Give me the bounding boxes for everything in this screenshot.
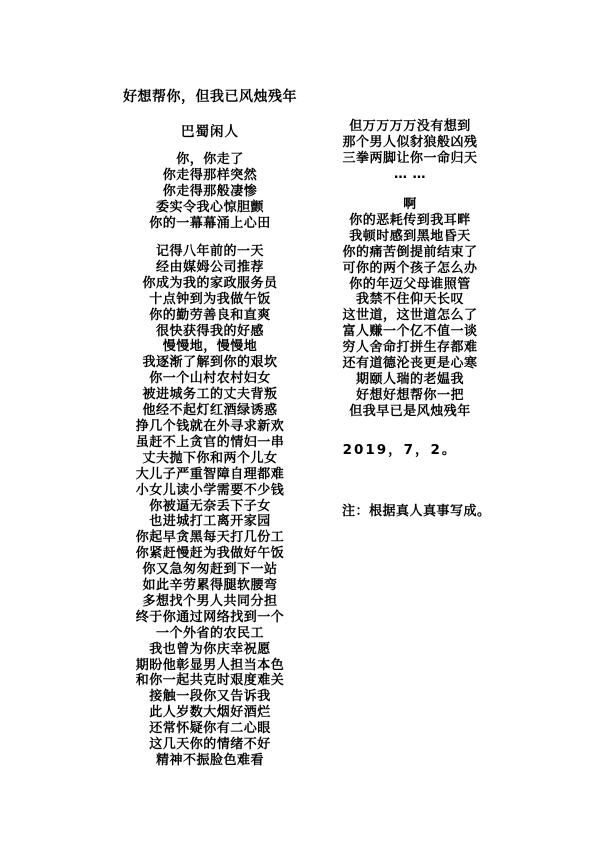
poem-line: 很快获得我的好感 (155, 323, 264, 339)
poem-line: 他经不起灯红酒绿诱惑 (142, 403, 278, 419)
poem-line: 此人岁数大烟好酒烂 (149, 705, 271, 721)
poem-line: 穷人舍命打拼生存都难 (342, 340, 478, 356)
poem-line: 你的一幕幕涌上心田 (149, 215, 271, 231)
poem-line: 慢慢地，慢慢地 (162, 339, 258, 355)
poem-line: 接触一段你又告诉我 (149, 689, 271, 705)
poem-line: 精神不振脸色难看 (155, 753, 264, 768)
poem-line: 我逐渐了解到你的艰坎 (142, 355, 278, 371)
poem-line: 我顿时感到黑地昏天 (349, 228, 471, 244)
right-column-stanza-4 (300, 197, 520, 420)
poem-line: 啊 (403, 197, 417, 212)
poem-line: 你被逼无奈丢下子女 (149, 498, 271, 514)
poem-line: 多想找个男人共同分担 (142, 593, 278, 609)
poem-line: 你起早贪黑每天打几份工 (135, 530, 285, 546)
poem-title: 好想帮你，但我已风烛残年 (123, 89, 297, 105)
poem-line: 大儿子严重智障自理都难 (135, 466, 285, 482)
poem-line: 你紧赶慢赶为我做好午饭 (135, 546, 285, 562)
poem-line: 和你一起共克时艰度难关 (135, 673, 285, 689)
poem-line: 还常怀疑你有二心眼 (149, 721, 271, 737)
poem-line: 丈夫抛下你和两个儿女 (142, 450, 278, 466)
poem-note: 注：根据真人真事写成。 (342, 504, 491, 519)
poem-line: 我禁不住仰天长叹 (355, 292, 464, 308)
poem-line: 终于你通过网络找到一个 (135, 609, 285, 625)
poem-line: 这世道，这世道怎么了 (342, 308, 478, 324)
poem-line: 还有道德沦丧更是心寒 (342, 356, 478, 372)
poem-line: 但万万万万没有想到 (349, 119, 471, 134)
poem-line: 你走得那样突然 (162, 167, 258, 183)
poem-line: 好想好想帮你一把 (355, 387, 464, 403)
poem-line: 你的恶耗传到我耳畔 (349, 212, 471, 228)
poem-line: 可你的两个孩子怎么办 (342, 260, 478, 276)
poem-line: 挣几个钱就在外寻求新欢 (135, 418, 285, 434)
poem-line: 你，你走了 (176, 152, 244, 167)
poem-line: 那个男人似豺狼般凶残 (342, 134, 478, 150)
poem-line: 你一个山村农村妇女 (149, 371, 271, 387)
poem-line: 这几天你的情绪不好 (149, 737, 271, 753)
poem-line: 你的勤劳善良和直爽 (149, 307, 271, 323)
poem-line: 一个外省的农民工 (155, 625, 264, 641)
poem-line: 被进城务工的丈夫背叛 (142, 387, 278, 403)
poem-line: 记得八年前的一天 (155, 244, 264, 259)
poem-line: 你成为我的家政服务员 (142, 275, 278, 291)
poem-line: 也进城打工离开家园 (149, 514, 271, 530)
poem-line: … … (393, 166, 427, 182)
poem-line: 三拳两脚让你一命归天 (342, 150, 478, 166)
poem-author: 巴蜀闲人 (181, 124, 239, 140)
poem-line: 小女儿读小学需要不少钱 (135, 482, 285, 498)
poem-line: 期颐人瑞的老媪我 (355, 371, 464, 387)
poem-line: 你又急匆匆赶到下一站 (142, 562, 278, 578)
poem-line: 如此辛劳累得腿软腰弯 (142, 578, 278, 594)
poem-date: 2019，7，2。 (342, 442, 458, 458)
poem-line: 我也曾为你庆幸祝愿 (149, 641, 271, 657)
poem-line: 委实令我心惊胆颤 (155, 199, 264, 215)
poem-line: 富人赚一个亿不值一谈 (342, 324, 478, 340)
poem-line: 十点钟到为我做午饭 (149, 291, 271, 307)
poem-line: 但我早已是风烛残年 (349, 403, 471, 419)
right-column-stanza-3 (300, 119, 520, 183)
poem-line: 你的年迈父母谁照管 (349, 276, 471, 292)
poem-line: 你的痛苦倒提前结束了 (342, 244, 478, 260)
poem-line: 你走得那般凄惨 (162, 183, 258, 199)
poem-line: 虽赶不上贪官的情妇一串 (135, 434, 285, 450)
poem-line: 期盼他彰显男人担当本色 (135, 657, 285, 673)
poem-line: 经由媒姆公司推荐 (155, 259, 264, 275)
